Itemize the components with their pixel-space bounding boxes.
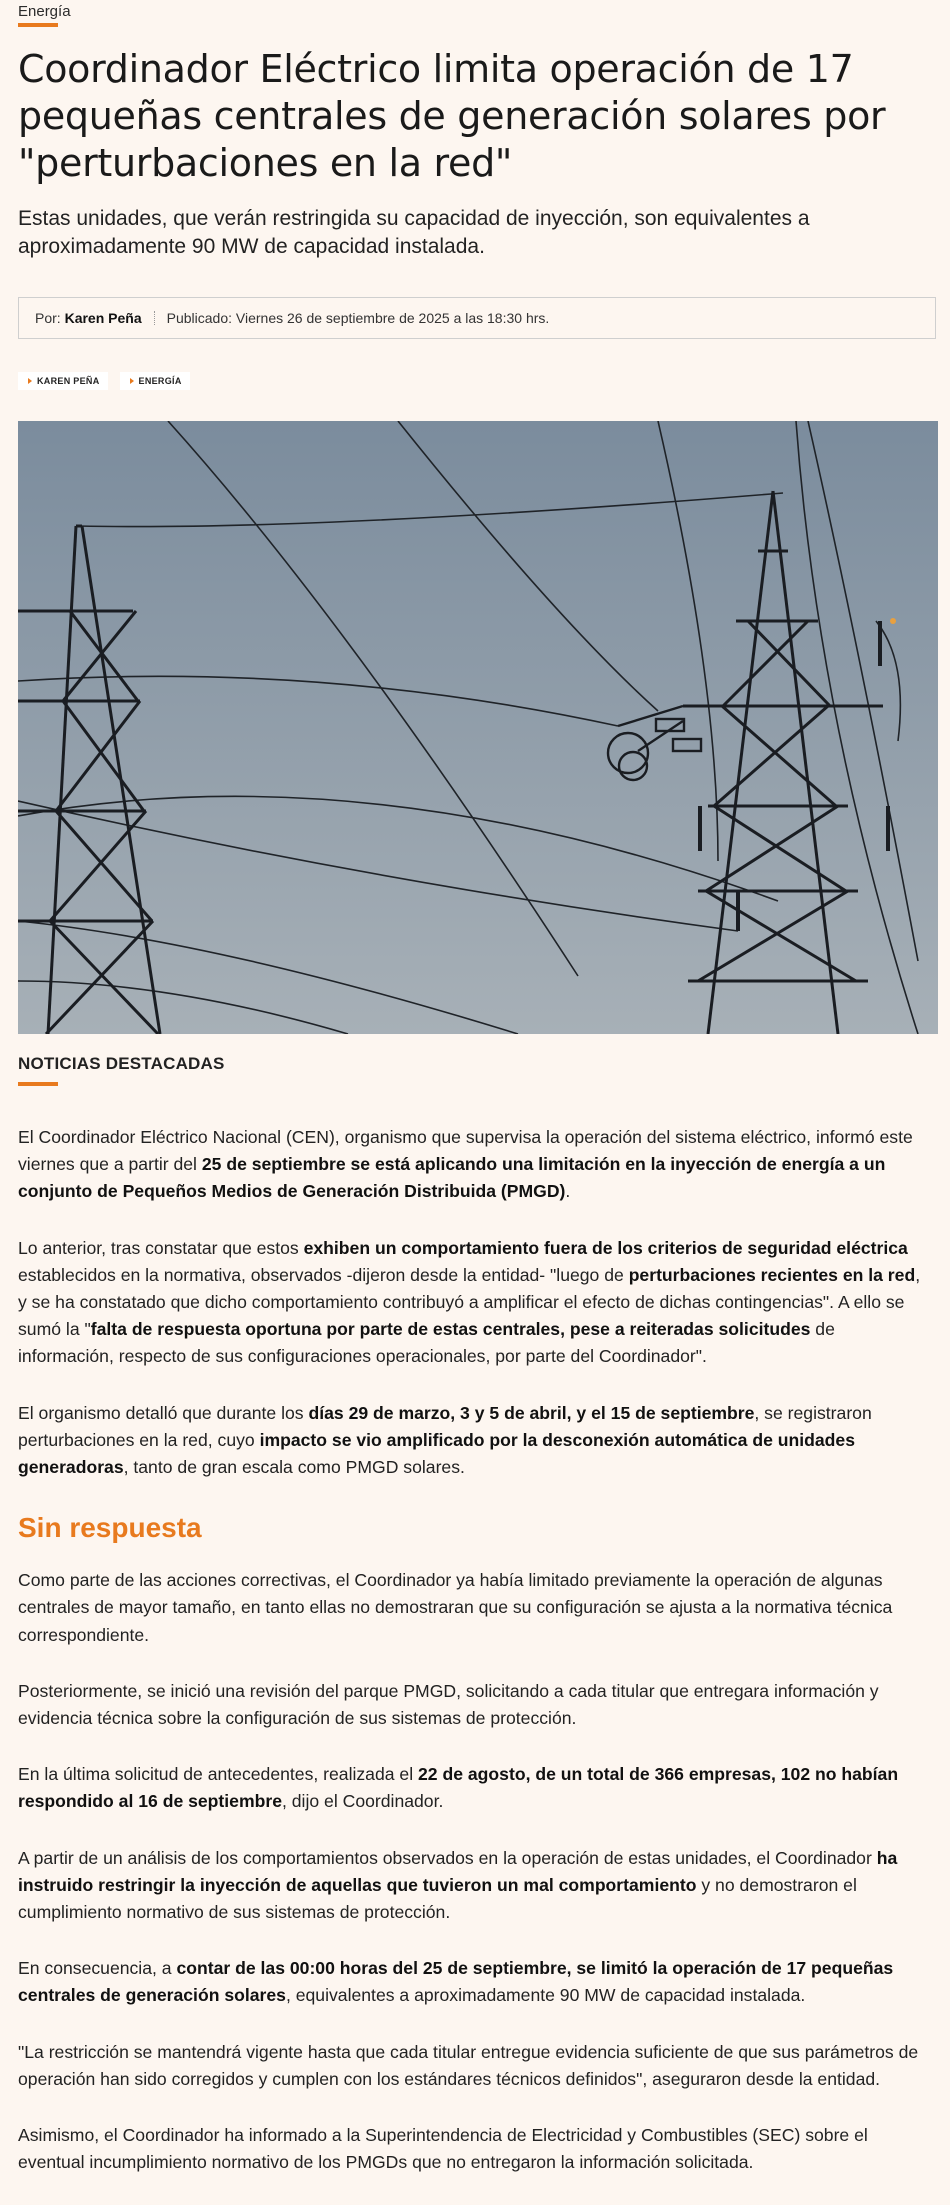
- text-run: , tanto de gran escala como PMGD solares.: [123, 1457, 465, 1478]
- text-run: El organismo detalló que durante los: [18, 1402, 309, 1423]
- bold-text: ha instruido restringir la inyección de aquellas que tuvieron un mal comportamiento: [18, 1847, 898, 1895]
- bold-text: exhiben un comportamiento fuera de los criterios de seguridad eléctrica: [303, 1237, 908, 1258]
- bold-text: contar de las 00:00 horas del 25 de septiembre, se limitó la operación de 17 pequeñas centrales de generación solares: [18, 1958, 894, 2006]
- tag-label: ENERGÍA: [138, 376, 182, 386]
- tag-label: KAREN PEÑA: [37, 376, 100, 386]
- article-subtitle: Estas unidades, que verán restringida su capacidad de inyección, son equivalentes a aproximadamente 90 MW de capacidad instalada.: [18, 207, 810, 258]
- article-paragraph: [18, 1235, 933, 1371]
- text-run: , dijo el Coordinador.: [281, 1791, 444, 1812]
- text-run: En la última solicitud de antecedentes, realizada el: [18, 1764, 419, 1785]
- bold-text: días 29 de marzo, 3 y 5 de abril, y el 15 de septiembre: [308, 1402, 755, 1423]
- byline-published: Publicado: Viernes 26 de septiembre de 2025 a las 18:30 hrs.: [166, 310, 550, 326]
- text-run: Lo anterior, tras constatar que estos: [18, 1237, 304, 1258]
- tag-energia[interactable]: [120, 372, 190, 390]
- text-run: En consecuencia, a: [18, 1958, 177, 1979]
- byline-author[interactable]: Karen Peña: [64, 310, 142, 326]
- article-paragraph: [18, 1678, 933, 1732]
- article-paragraph: [18, 2039, 933, 2093]
- text-run: , y se ha constatado que dicho comportamiento contribuyó a amplificar el efecto de dichas contingencias". A ello se sumó la ": [18, 1264, 921, 1340]
- tag-author[interactable]: [18, 372, 108, 390]
- text-run: establecidos en la normativa, observados -dijeron desde la entidad- "luego de: [18, 1264, 629, 1285]
- article-paragraph: [18, 1124, 933, 1206]
- text-run: A partir de un análisis de los comportamientos observados en la operación de estas unidades, el Coordinador: [18, 1847, 877, 1868]
- text-run: Asimismo, el Coordinador ha informado a la Superintendencia de Electricidad y Combustibles (SEC) sobre el eventual incumplimiento normativo de los PMGDs que no entregaron la información solicitada.: [18, 2125, 868, 2173]
- bold-text: 22 de agosto, de un total de 366 empresas, 102 no habían respondido al 16 de septiembre: [18, 1764, 899, 1812]
- caret-right-icon: [28, 378, 32, 384]
- article-body: [18, 1124, 933, 2205]
- article-paragraph: [18, 2122, 933, 2176]
- caret-right-icon: [130, 378, 134, 384]
- section-subheading: Sin respuesta: [18, 1512, 202, 1544]
- byline-by-label: Por:: [35, 310, 61, 326]
- text-run: "La restricción se mantendrá vigente hasta que cada titular entregue evidencia suficiente de que sus parámetros de operación han sido corregidos y cumplen con los estándares técnicos definidos", aseguraron desde la entidad.: [18, 2041, 919, 2089]
- article-headline: Coordinador Eléctrico limita operación de 17 pequeñas centrales de generación solares por "perturbaciones en la red": [18, 47, 886, 185]
- featured-news-heading: NOTICIAS DESTACADAS: [18, 1054, 225, 1073]
- article-paragraph: [18, 1845, 933, 1927]
- section-underline: [18, 23, 58, 27]
- text-run: El Coordinador Eléctrico Nacional (CEN), organismo que supervisa la operación del sistema eléctrico, informó este viernes que a partir del: [18, 1127, 913, 1175]
- text-run: , se registraron perturbaciones en la red, cuyo: [18, 1402, 872, 1450]
- hero-image: [18, 421, 938, 1034]
- article-paragraph: [18, 1955, 933, 2009]
- text-run: Posteriormente, se inició una revisión del parque PMGD, solicitando a cada titular que entregara información y evidencia técnica sobre la configuración de sus sistemas de protección.: [18, 1680, 879, 1729]
- byline-box: [18, 297, 936, 339]
- bold-text: falta de respuesta oportuna por parte de estas centrales, pese a reiteradas solicitudes: [90, 1319, 811, 1340]
- article-paragraph: [18, 1761, 933, 1815]
- section-link[interactable]: Energía: [18, 3, 71, 20]
- article-paragraph: [18, 1567, 933, 1649]
- bold-text: 25 de septiembre se está aplicando una limitación en la inyección de energía a un conjunto de Pequeños Medios de Generación Distribuida (PMGD): [18, 1154, 886, 1202]
- article-paragraph: [18, 1400, 933, 1482]
- text-run: de información, respecto de sus configuraciones operacionales, por parte del Coordinador".: [18, 1319, 835, 1367]
- byline-separator: [154, 311, 155, 325]
- text-run: .: [565, 1181, 571, 1202]
- tag-list: [18, 372, 190, 390]
- text-run: Como parte de las acciones correctivas, el Coordinador ya había limitado previamente la operación de algunas centrales de mayor tamaño, en tanto ellas no demostraran que su configuración se ajusta a la normativa técnica correspondiente.: [18, 1570, 893, 1645]
- text-run: , equivalentes a aproximadamente 90 MW de capacidad instalada.: [285, 1985, 806, 2006]
- text-run: y no demostraron el cumplimiento normativo de sus sistemas de protección.: [18, 1874, 857, 1923]
- bold-text: perturbaciones recientes en la red: [628, 1264, 916, 1285]
- bold-text: impacto se vio amplificado por la desconexión automática de unidades generadoras: [18, 1429, 855, 1478]
- featured-underline: [18, 1082, 58, 1086]
